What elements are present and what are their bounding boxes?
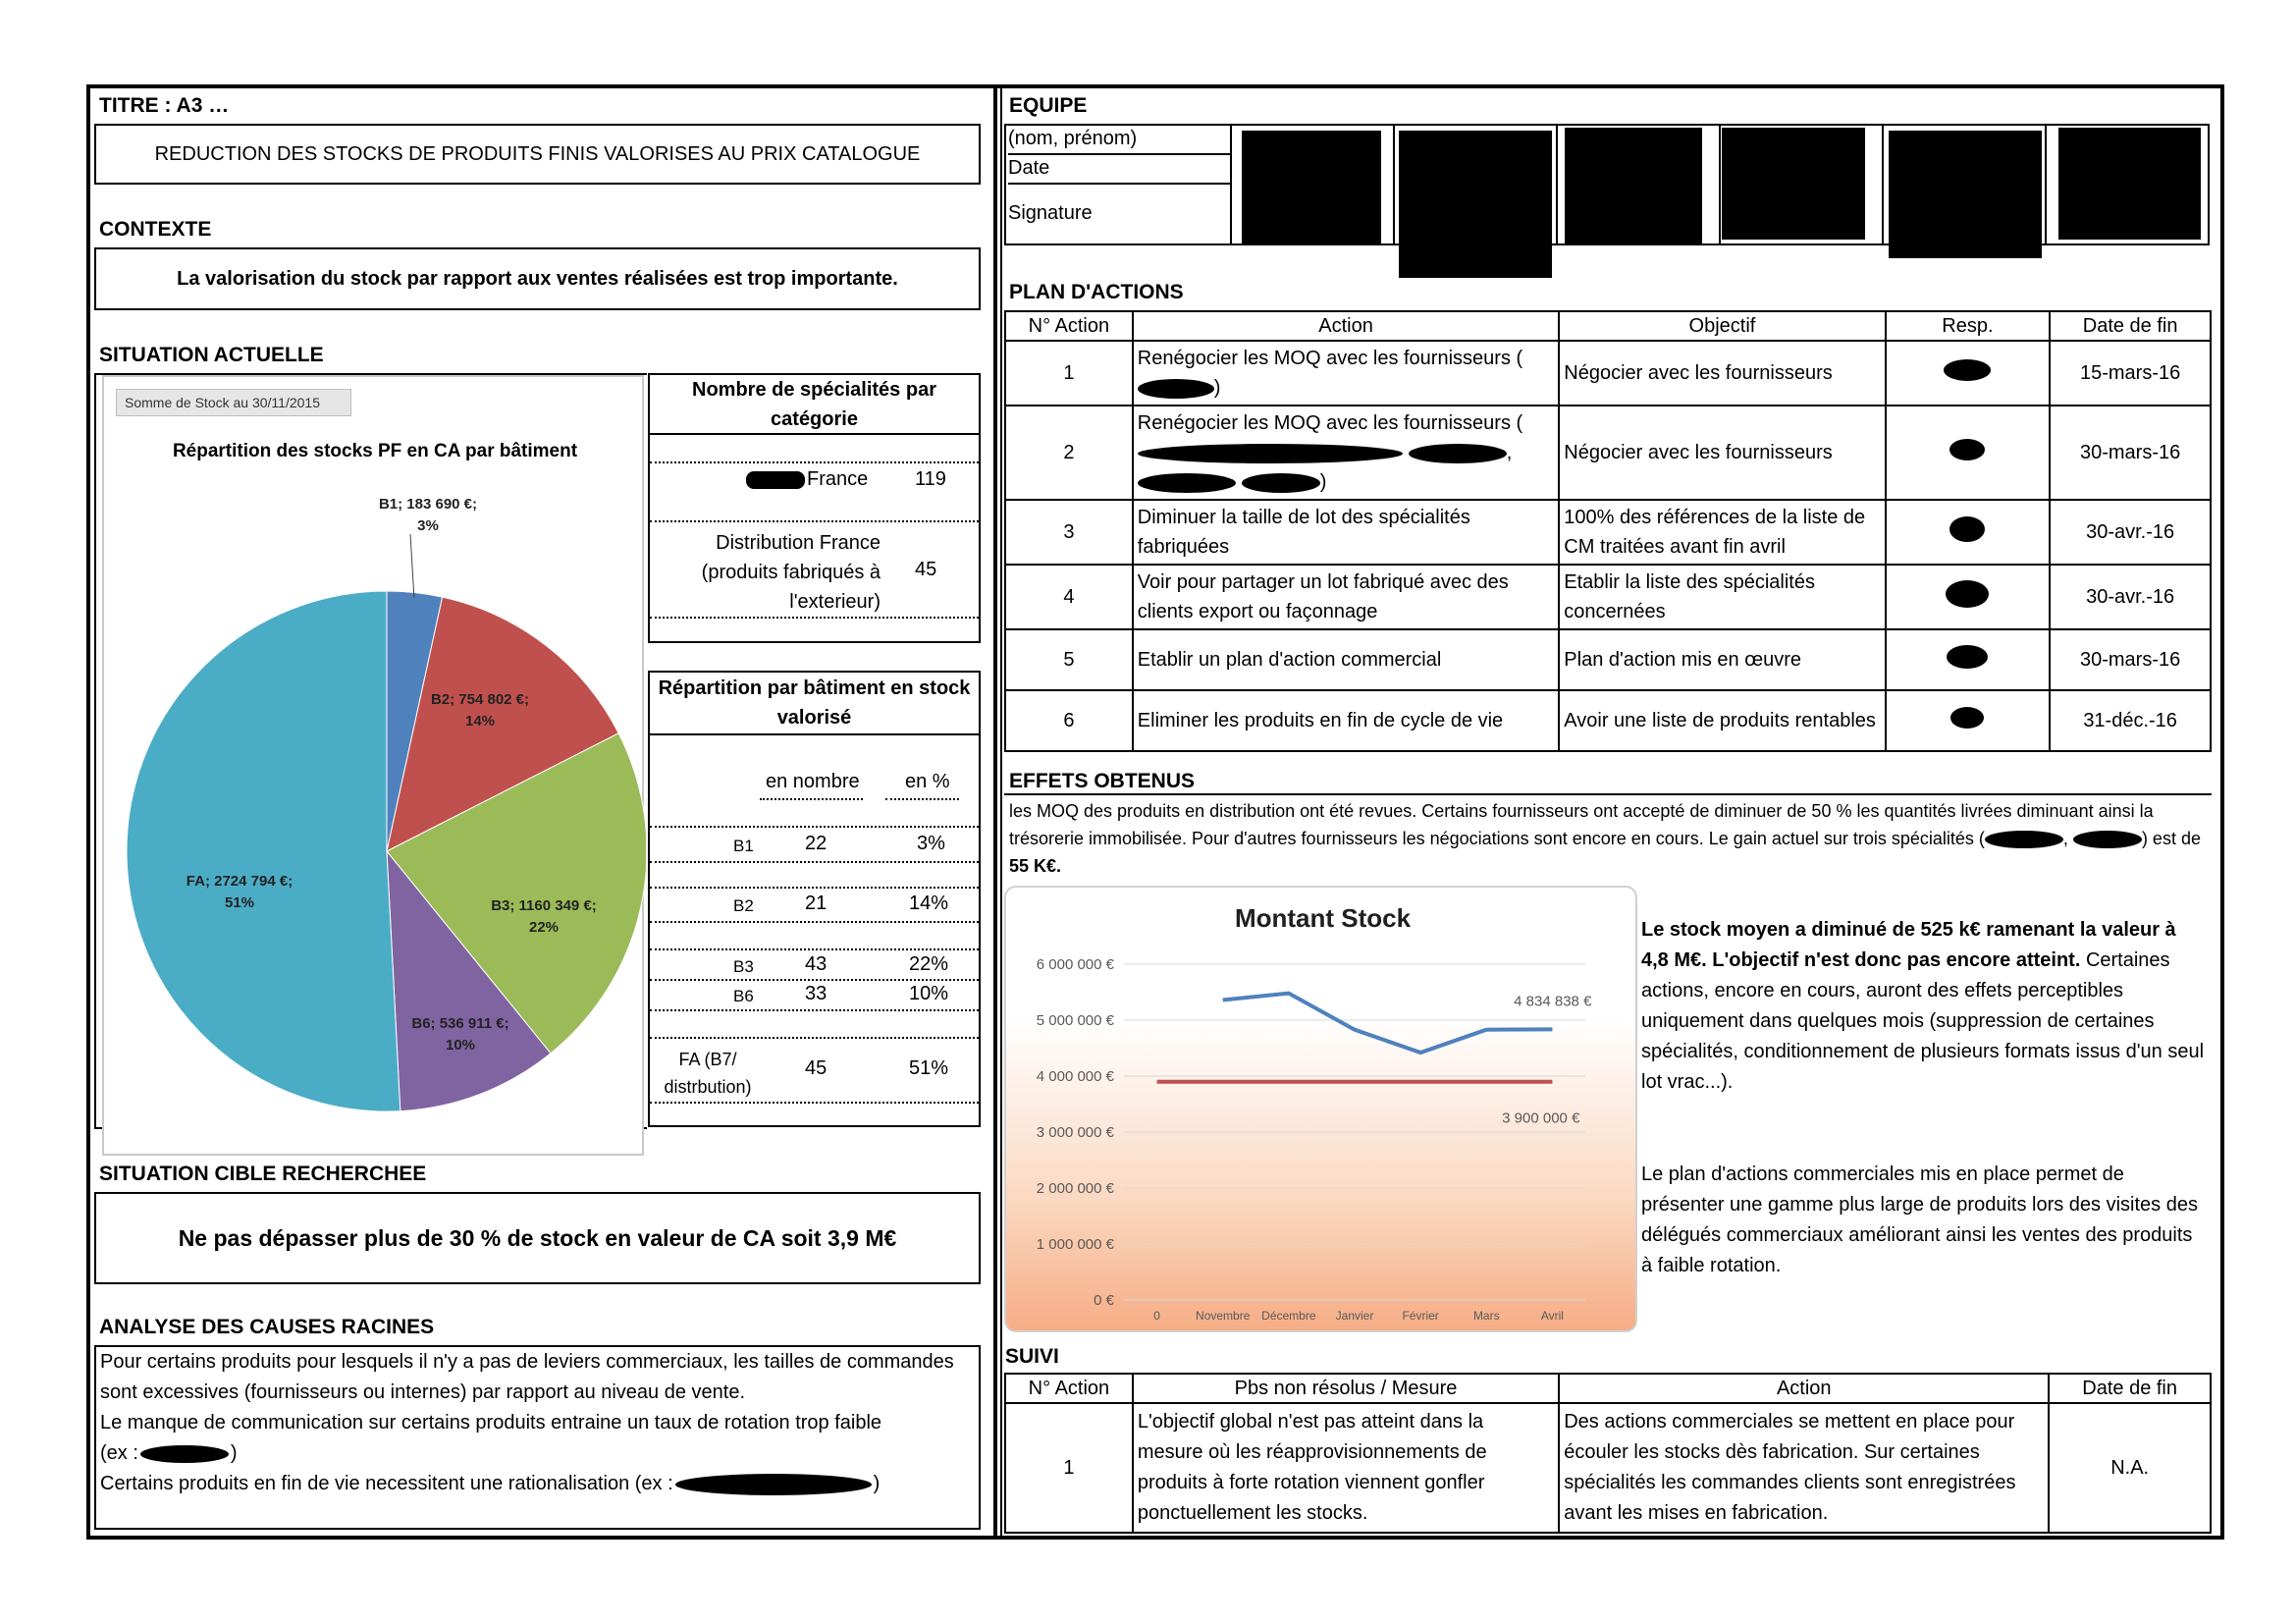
- chart-title: Montant Stock: [1234, 903, 1412, 933]
- suivi-n: 1: [1005, 1403, 1133, 1533]
- suivi-header: Date de fin: [2049, 1374, 2211, 1403]
- col-nombre: en nombre: [766, 771, 860, 792]
- plan-n: 6: [1005, 690, 1133, 751]
- cible-box: [94, 1192, 981, 1284]
- plan-action: [1133, 406, 1560, 500]
- plan-row: [1005, 629, 2211, 690]
- cible-value: Ne pas dépasser plus de 30 % de stock en valeur de CA soit 3,9 M€: [178, 1224, 897, 1251]
- redaction: [1947, 645, 1988, 669]
- y-tick-label: 5 000 000 €: [1036, 1012, 1114, 1029]
- y-tick-label: 0 €: [1094, 1292, 1114, 1309]
- pie-pct-label: 51%: [224, 894, 255, 911]
- redaction: [1949, 439, 1985, 460]
- x-tick-label: Janvier: [1335, 1309, 1374, 1323]
- y-tick-label: 3 000 000 €: [1036, 1124, 1114, 1141]
- plan-action: Voir pour partager un lot fabriqué avec des clients export ou façonnage: [1133, 565, 1560, 629]
- x-tick-label: Février: [1402, 1309, 1439, 1323]
- equipe-row: Date: [1008, 157, 1230, 185]
- plan-objectif: Plan d'action mis en œuvre: [1559, 629, 1885, 690]
- redaction: [1138, 444, 1403, 463]
- bat-row-pct: 51%: [909, 1057, 949, 1079]
- dotted-line: [650, 826, 979, 828]
- data-label: 3 900 000 €: [1502, 1109, 1580, 1127]
- dotted-line: [885, 798, 959, 800]
- dotted-line: [650, 921, 979, 923]
- plan-row: [1005, 565, 2211, 629]
- side-text: [1641, 915, 2209, 1098]
- plan-action: Eliminer les produits en fin de cycle de vie: [1133, 690, 1560, 751]
- pie-pct-label: 10%: [445, 1037, 476, 1054]
- dotted-line: [650, 861, 979, 863]
- redaction: [746, 471, 805, 489]
- context-label: CONTEXTE: [99, 218, 212, 241]
- suivi-header: Action: [1559, 1374, 2049, 1403]
- redaction: [1950, 707, 1984, 729]
- redaction: [1946, 580, 1989, 608]
- plan-resp: [1886, 565, 2051, 629]
- dotted-line: [650, 1009, 979, 1011]
- bat-row-name: B1: [733, 837, 754, 855]
- plan-resp: [1886, 690, 2051, 751]
- effets-text: les MOQ des produits en distribution ont été revues. Certains fournisseurs ont accepté de diminuer de 50 % les quantités livrées diminuant ainsi la trésorerie immobilisée. Pour d'autres fournisseurs les négociations sont encore en cours. Le gain actuel sur trois spécialités ( , ) est de 55 K€.: [1009, 801, 2201, 876]
- equipe-row: Signature: [1008, 202, 1093, 224]
- data-label: 4 834 838 €: [1514, 993, 1592, 1010]
- plan-n: 4: [1005, 565, 1133, 629]
- x-tick-label: Mars: [1472, 1309, 1500, 1323]
- redaction: [2073, 831, 2142, 848]
- bat-header-line: [650, 733, 979, 735]
- title-label: TITRE : A3 …: [99, 94, 230, 117]
- plan-date: 30-avr.-16: [2050, 565, 2211, 629]
- pie-label: B1; 183 690 €;: [378, 496, 478, 513]
- redaction: [1242, 131, 1381, 245]
- causes-line-2b: [100, 1438, 975, 1469]
- redaction: [1985, 831, 2063, 848]
- cible-label: SITUATION CIBLE RECHERCHEE: [99, 1163, 427, 1185]
- plan-date: 30-mars-16: [2050, 629, 2211, 690]
- pie-chart: [104, 377, 646, 1158]
- x-tick-label: Avril: [1540, 1309, 1564, 1323]
- redaction: [1409, 444, 1507, 463]
- side-bold: Le stock moyen a diminué de 525 k€ ramenant la valeur à 4,8 M€. L'objectif n'est donc pas encore atteint.: [1641, 919, 2176, 971]
- column-divider-inner: [1000, 84, 1002, 1540]
- causes-label: ANALYSE DES CAUSES RACINES: [99, 1316, 435, 1338]
- pie-slice: [127, 591, 400, 1111]
- y-tick-label: 1 000 000 €: [1036, 1236, 1114, 1253]
- effets-text-b: ) est de: [2141, 829, 2201, 848]
- plan-n: 2: [1005, 406, 1133, 500]
- spec-row-2-value: 45: [915, 559, 937, 580]
- y-tick-label: 6 000 000 €: [1036, 956, 1114, 973]
- plan-action-close: ): [1213, 377, 1221, 399]
- bat-row-nombre: 22: [805, 833, 828, 854]
- plan-objectif: Etablir la liste des spécialités concernées: [1559, 565, 1885, 629]
- line-chart: [1006, 888, 1639, 1334]
- bat-row-nombre: 45: [805, 1057, 828, 1079]
- suivi-table: [1004, 1373, 2212, 1534]
- spec-row-1-value: 119: [915, 468, 946, 490]
- plan-action-comma: ,: [1506, 442, 1513, 463]
- plan-resp: [1886, 500, 2051, 565]
- dotted-line: [650, 1037, 979, 1039]
- pie-label: FA; 2724 794 €;: [186, 873, 294, 890]
- redaction: [675, 1474, 872, 1495]
- pie-label: B6; 536 911 €;: [411, 1015, 509, 1032]
- plan-row: [1005, 690, 2211, 751]
- plan-objectif: Négocier avec les fournisseurs: [1559, 406, 1885, 500]
- plan-objectif: Avoir une liste de produits rentables: [1559, 690, 1885, 751]
- bat-row-name: B2: [733, 896, 754, 915]
- plan-header: Resp.: [1886, 311, 2051, 341]
- bat-row-nombre: 33: [805, 983, 828, 1004]
- pie-label: B2; 754 802 €;: [430, 691, 530, 708]
- plan-resp: [1886, 629, 2051, 690]
- plan-action: Etablir un plan d'action commercial: [1133, 629, 1560, 690]
- plan-objectif: 100% des références de la liste de CM traitées avant fin avril: [1559, 500, 1885, 565]
- series-line-stock: [1223, 994, 1553, 1053]
- dotted-line: [760, 798, 863, 800]
- redaction: [1565, 128, 1702, 245]
- x-tick-label: Décembre: [1261, 1309, 1316, 1323]
- redaction: [1722, 128, 1865, 240]
- plan-row: [1005, 406, 2211, 500]
- plan-resp: [1886, 406, 2051, 500]
- equipe-labels: [1004, 124, 1232, 245]
- spec-row-1-label: France: [807, 468, 869, 490]
- side-text-2: Le plan d'actions commerciales mis en place permet de présenter une gamme plus large de produits lors des visites des délégués commerciaux améliorant ainsi les ventes des produits à faible rotation.: [1641, 1163, 2198, 1276]
- redaction: [1949, 516, 1985, 542]
- y-tick-label: 2 000 000 €: [1036, 1180, 1114, 1197]
- dotted-line: [650, 617, 979, 619]
- suivi-header: Pbs non résolus / Mesure: [1133, 1374, 1559, 1403]
- side-text-1: Certaines actions, encore en cours, auront des effets perceptibles uniquement dans quelques mois (suppression de certaines spécialités, conditionnement de plusieurs formats issus d'un seul lot vrac...).: [1641, 949, 2205, 1093]
- pie-title: Répartition des stocks PF en CA par bâtiment: [172, 441, 578, 461]
- plan-date: 15-mars-16: [2050, 341, 2211, 406]
- bat-row-nombre: 21: [805, 893, 828, 914]
- redaction: [2058, 128, 2201, 240]
- dotted-line: [650, 887, 979, 889]
- plan-row: [1005, 500, 2211, 565]
- bat-row-name: B3: [733, 957, 754, 976]
- stock-chart-panel: [1004, 886, 1637, 1332]
- plan-header: Action: [1133, 311, 1560, 341]
- title-box: [94, 124, 981, 185]
- suivi-pb: L'objectif global n'est pas atteint dans la mesure où les réapprovisionnements de produits à forte rotation viennent gonfler ponctuellement les stocks.: [1133, 1403, 1559, 1533]
- pie-pct-label: 3%: [417, 517, 439, 534]
- bat-row-pct: 10%: [909, 983, 949, 1004]
- suivi-action: Des actions commerciales se mettent en place pour écouler les stocks dès fabrication. Sur certaines spécialités les commandes clients sont enregistrées avant les mises en fabrication.: [1559, 1403, 2049, 1533]
- redaction: [1242, 473, 1320, 493]
- y-tick-label: 4 000 000 €: [1036, 1068, 1114, 1085]
- redaction: [140, 1445, 229, 1463]
- bat-table: [648, 671, 981, 1127]
- plan-n: 3: [1005, 500, 1133, 565]
- x-tick-label: Novembre: [1196, 1309, 1251, 1323]
- redaction: [1889, 131, 2042, 258]
- plan-objectif: Négocier avec les fournisseurs: [1559, 341, 1885, 406]
- plan-action: [1133, 341, 1560, 406]
- bat-row-nombre: 43: [805, 953, 828, 975]
- plan-n: 5: [1005, 629, 1133, 690]
- causes-ex-close: ): [230, 1442, 238, 1464]
- suivi-label: SUIVI: [1005, 1345, 1059, 1368]
- pie-panel: [102, 375, 644, 1156]
- effets-label: EFFETS OBTENUS: [1009, 770, 1196, 792]
- plan-action: Diminuer la taille de lot des spécialités fabriquées: [1133, 500, 1560, 565]
- dotted-line: [650, 520, 979, 522]
- plan-label: PLAN D'ACTIONS: [1009, 281, 1184, 303]
- dotted-line: [650, 979, 979, 981]
- situation-label: SITUATION ACTUELLE: [99, 344, 324, 366]
- x-tick-label: 0: [1153, 1309, 1160, 1323]
- col-pct: en %: [905, 771, 950, 792]
- causes-line-1: Pour certains produits pour lesquels il n'y a pas de leviers commerciaux, les tailles de commandes sont excessives (fournisseurs ou internes) par rapport au niveau de vente.: [100, 1351, 954, 1403]
- causes-line-2: Le manque de communication sur certains produits entraine un taux de rotation trop faible: [100, 1412, 882, 1434]
- plan-date: 30-mars-16: [2050, 406, 2211, 500]
- effets-line: [1004, 793, 2212, 795]
- plan-n: 1: [1005, 341, 1133, 406]
- bat-table-header: Répartition par bâtiment en stock valorisé: [658, 677, 971, 729]
- plan-header: Date de fin: [2050, 311, 2211, 341]
- causes-line-3: [100, 1469, 975, 1499]
- redaction: [1138, 473, 1236, 493]
- redaction: [1399, 131, 1552, 278]
- bat-row-name: FA (B7/ distrbution): [664, 1050, 752, 1097]
- equipe-label: EQUIPE: [1009, 94, 1088, 117]
- column-divider: [993, 84, 997, 1540]
- bat-row-pct: 22%: [909, 953, 949, 975]
- plan-date: 30-avr.-16: [2050, 500, 2211, 565]
- plan-table: [1004, 310, 2212, 752]
- dotted-line: [650, 948, 979, 950]
- spec-table: [648, 373, 981, 643]
- suivi-row: [1005, 1403, 2211, 1533]
- spec-header-line: [650, 433, 979, 435]
- redaction: [1944, 359, 1991, 381]
- pie-pct-label: 22%: [528, 919, 560, 936]
- causes-line-3-text: Certains produits en fin de vie necessitent une rationalisation (ex :: [100, 1473, 673, 1494]
- pie-leader-line: [410, 534, 414, 598]
- plan-header: N° Action: [1005, 311, 1133, 341]
- effets-gain: 55 K€.: [1009, 856, 1062, 876]
- context-value: La valorisation du stock par rapport aux ventes réalisées est trop importante.: [177, 267, 898, 290]
- context-box: [94, 247, 981, 310]
- title-value: REDUCTION DES STOCKS DE PRODUITS FINIS VALORISES AU PRIX CATALOGUE: [154, 142, 921, 165]
- plan-date: 31-déc.-16: [2050, 690, 2211, 751]
- plan-row: [1005, 341, 2211, 406]
- causes-box: [94, 1345, 981, 1530]
- bat-row-pct: 3%: [917, 833, 945, 854]
- dotted-line: [650, 1102, 979, 1104]
- causes-line-3-close: ): [873, 1473, 881, 1494]
- plan-action-text: Renégocier les MOQ avec les fournisseurs (: [1137, 348, 1523, 369]
- redaction: [1138, 379, 1214, 399]
- pie-tag: Somme de Stock au 30/11/2015: [116, 389, 351, 416]
- equipe-row: (nom, prénom): [1008, 128, 1230, 155]
- spec-table-header: Nombre de spécialités par catégorie: [692, 379, 936, 430]
- suivi-header: N° Action: [1005, 1374, 1133, 1403]
- bat-row-name: B6: [733, 987, 754, 1005]
- plan-action-close: ): [1319, 471, 1327, 493]
- suivi-date: N.A.: [2049, 1403, 2211, 1533]
- plan-resp: [1886, 341, 2051, 406]
- pie-pct-label: 14%: [464, 713, 496, 730]
- bat-row-pct: 14%: [909, 893, 949, 914]
- pie-label: B3; 1160 349 €;: [491, 897, 597, 914]
- spec-row-2-label: Distribution France (produits fabriqués à l'exterieur): [701, 532, 881, 613]
- dotted-line: [650, 461, 979, 463]
- effets-text-a: les MOQ des produits en distribution ont été revues. Certains fournisseurs ont accepté de diminuer de 50 % les quantités livrées diminuant ainsi la trésorerie immobilisée. Pour d'autres fournisseurs les négociations sont encore en cours. Le gain actuel sur trois spécialités (: [1009, 801, 2154, 848]
- plan-header: Objectif: [1559, 311, 1885, 341]
- plan-action-text: Renégocier les MOQ avec les fournisseurs (: [1137, 412, 1523, 434]
- causes-ex-open: (ex :: [100, 1442, 138, 1464]
